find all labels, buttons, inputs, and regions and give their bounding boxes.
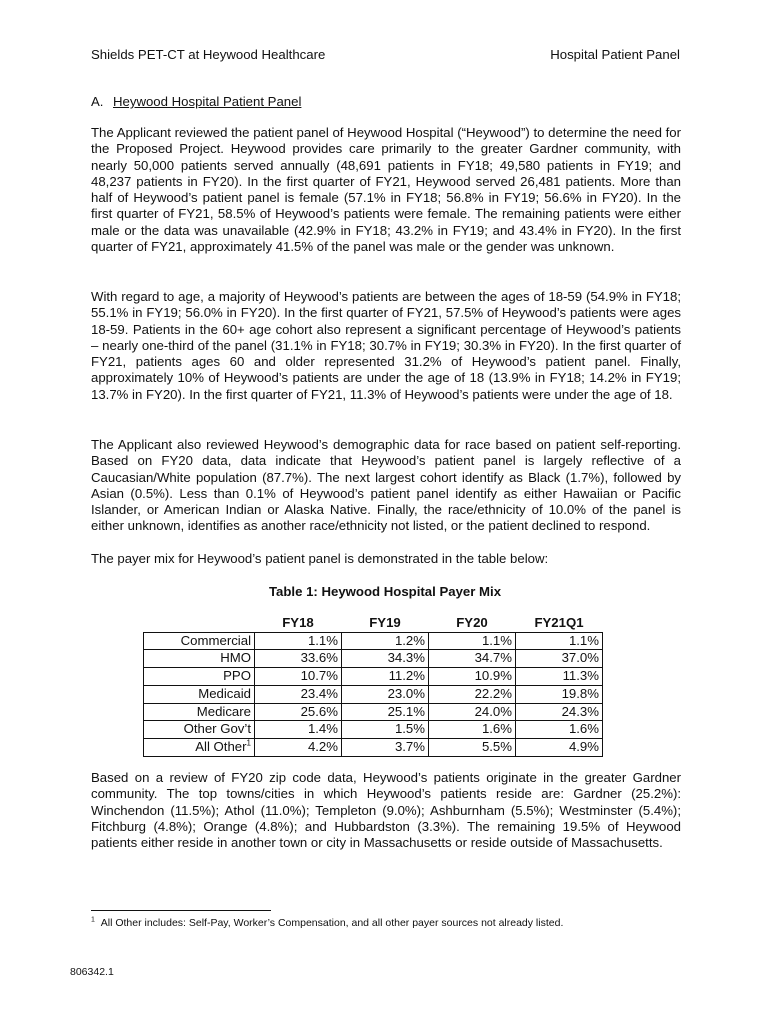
table-cell: 3.7% xyxy=(342,738,429,756)
table-cell: 10.9% xyxy=(429,668,516,686)
section-title: Heywood Hospital Patient Panel xyxy=(113,94,302,109)
row-label: Other Gov’t xyxy=(144,721,255,739)
table-cell: 24.3% xyxy=(516,703,603,721)
table-cell: 1.6% xyxy=(429,721,516,739)
table-header-row xyxy=(144,615,603,632)
table-cell: 11.2% xyxy=(342,668,429,686)
table-cell: 5.5% xyxy=(429,738,516,756)
table-cell: 11.3% xyxy=(516,668,603,686)
footnote-divider xyxy=(91,910,271,911)
payer-mix-table xyxy=(143,615,603,757)
footnote-reference[interactable]: 1 xyxy=(246,738,251,748)
paragraph-patient-panel: The Applicant reviewed the patient panel of Heywood Hospital (“Heywood”) to determine the need for the Proposed Project. Heywood provides care primarily to the greater Gardner community, with nearly 50,000 patients served annually (48,691 patients in FY18; 49,580 patients in FY19; and 48,237 patients in FY20). In the first quarter of FY21, Heywood served 26,481 patients. More than half of Heywood’s patient panel is female (57.1% in FY18; 56.8% in FY19; 56.6% in FY20). In the first quarter of FY21, 58.5% of Heywood’s patients were female. The remaining patients were either male or the data was unavailable (42.9% in FY18; 43.2% in FY19; and 43.4% in FY20). In the first quarter of FY21, approximately 41.5% of the panel was male or the gender was unknown. xyxy=(91,125,681,255)
row-label: Medicare xyxy=(144,703,255,721)
table-cell: 1.2% xyxy=(342,632,429,650)
paragraph-age: With regard to age, a majority of Heywood’s patients are between the ages of 18-59 (54.9% in FY18; 55.1% in FY19; 56.0% in FY20). In the first quarter of FY21, 57.5% of Heywood’s patients were ages 18-59. Patients in the 60+ age cohort also represent a significant percentage of Heywood’s patients – nearly one-third of the panel (31.1% in FY18; 30.7% in FY19; 30.3% in FY20). In the first quarter of FY21, patients ages 60 and older represented 31.2% of Heywood’s patient panel. Finally, approximately 10% of Heywood’s patients are under the age of 18 (13.9% in FY18; 14.2% in FY19; 13.7% in FY20). In the first quarter of FY21, 11.3% of Heywood’s patients were under the age of 18. xyxy=(91,289,681,402)
table-cell: 1.1% xyxy=(255,632,342,650)
table-cell: 33.6% xyxy=(255,650,342,668)
column-header: FY19 xyxy=(369,615,401,630)
table-cell: 10.7% xyxy=(255,668,342,686)
header-right: Hospital Patient Panel xyxy=(550,47,680,62)
table-row xyxy=(144,668,603,686)
section-heading xyxy=(91,94,301,109)
table-row xyxy=(144,685,603,703)
column-header: FY20 xyxy=(456,615,488,630)
table-cell: 37.0% xyxy=(516,650,603,668)
header-left: Shields PET-CT at Heywood Healthcare xyxy=(91,47,326,62)
table-cell: 1.4% xyxy=(255,721,342,739)
table-cell: 23.0% xyxy=(342,685,429,703)
table-caption: Table 1: Heywood Hospital Payer Mix xyxy=(268,584,502,599)
table-cell: 4.9% xyxy=(516,738,603,756)
table-row xyxy=(144,738,603,756)
table-cell: 1.1% xyxy=(516,632,603,650)
table-cell: 19.8% xyxy=(516,685,603,703)
paragraph-zip-code: Based on a review of FY20 zip code data, Heywood’s patients originate in the greater Gardner community. The top towns/cities in which Heywood’s patients reside are: Gardner (25.2%): Winchendon (11.5%); Athol (11.0%); Templeton (9.0%); Ashburnham (5.5%); Westminster (5.4%); Fitchburg (4.8%); Orange (4.8%); and Hubbardston (3.3%). The remaining 19.5% of Heywood patients either reside in another town or city in Massachusetts or reside outside of Massachusetts. xyxy=(91,770,681,851)
table-cell: 1.5% xyxy=(342,721,429,739)
column-header: FY18 xyxy=(282,615,314,630)
page-header xyxy=(91,47,680,62)
table-cell: 25.6% xyxy=(255,703,342,721)
footnote xyxy=(91,917,563,929)
row-label: PPO xyxy=(144,668,255,686)
row-label-all-other xyxy=(144,738,255,756)
table-row xyxy=(144,632,603,650)
footnote-mark: 1 xyxy=(91,916,95,924)
table-cell: 34.7% xyxy=(429,650,516,668)
document-id: 806342.1 xyxy=(70,966,114,978)
table-corner xyxy=(144,615,255,632)
table-cell: 1.1% xyxy=(429,632,516,650)
row-label: Commercial xyxy=(144,632,255,650)
row-label-text: All Other xyxy=(195,738,247,754)
table-cell: 25.1% xyxy=(342,703,429,721)
table-cell: 22.2% xyxy=(429,685,516,703)
footnote-text: All Other includes: Self-Pay, Worker’s Compensation, and all other payer sources not already listed. xyxy=(100,917,564,929)
table-row xyxy=(144,650,603,668)
column-header: FY21Q1 xyxy=(534,615,584,630)
row-label: HMO xyxy=(144,650,255,668)
table-row xyxy=(144,721,603,739)
table-row xyxy=(144,703,603,721)
paragraph-race: The Applicant also reviewed Heywood’s demographic data for race based on patient self-reporting. Based on FY20 data, data indicate that Heywood’s patient panel is largely reflective of a Caucasian/White population (87.7%). The next largest cohort identify as Black (1.7%), followed by Asian (0.5%). Less than 0.1% of Heywood’s patient panel identify as either Hawaiian or Pacific Islander, or American Indian or Alaska Native. Finally, the race/ethnicity of 10.0% of the panel is either unknown, identifies as another race/ethnicity not listed, or the patient declined to respond. xyxy=(91,437,681,534)
table-cell: 4.2% xyxy=(255,738,342,756)
row-label: Medicaid xyxy=(144,685,255,703)
section-number: A. xyxy=(91,94,104,109)
paragraph-payer-intro: The payer mix for Heywood’s patient panel is demonstrated in the table below: xyxy=(91,551,549,566)
table-cell: 34.3% xyxy=(342,650,429,668)
table-cell: 1.6% xyxy=(516,721,603,739)
table-cell: 24.0% xyxy=(429,703,516,721)
table-cell: 23.4% xyxy=(255,685,342,703)
